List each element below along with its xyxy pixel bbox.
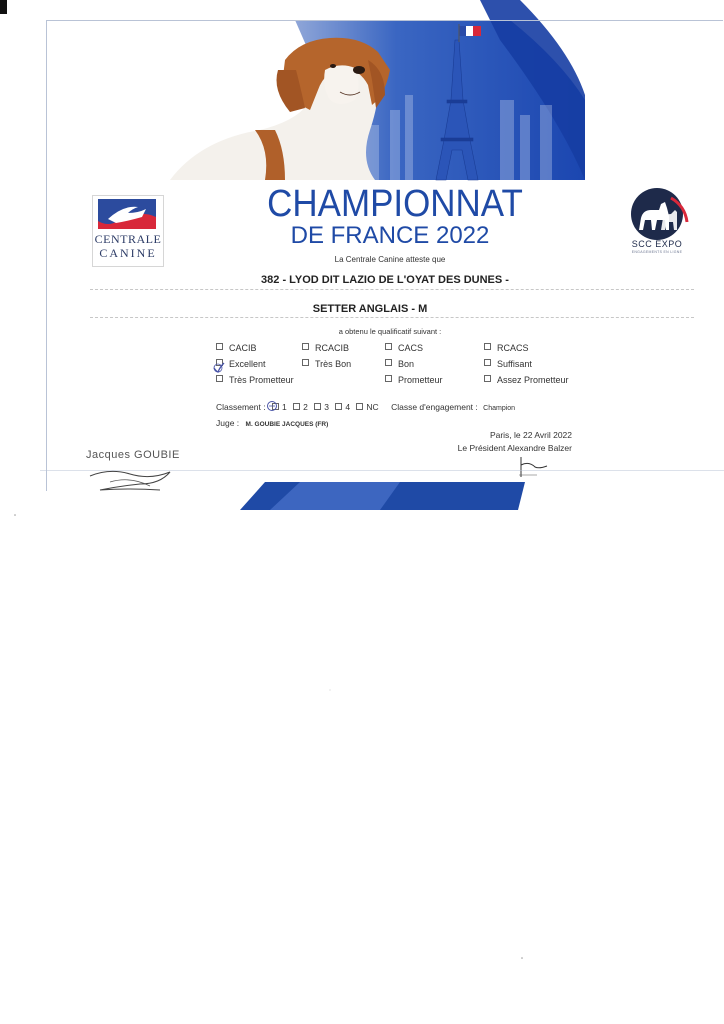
option-label: Prometteur [398, 375, 443, 385]
classement-label: Classement : [216, 402, 266, 412]
checkbox [484, 343, 491, 350]
option-label: Très Bon [315, 359, 352, 369]
option-cacs [385, 343, 423, 353]
scc-expo-logo [617, 186, 699, 264]
place-nc: NC [366, 402, 379, 412]
option-tres-bon [302, 359, 351, 369]
breed: SETTER ANGLAIS - M [312, 303, 428, 315]
centrale-canine-logo [92, 195, 164, 265]
dog-silhouette-icon [617, 186, 697, 240]
french-flag-icon [98, 199, 158, 231]
checkbox [335, 403, 342, 410]
place-1: 1 [281, 402, 287, 412]
place-date: Paris, le 22 Avril 2022 [489, 430, 572, 440]
option-label: RCACIB [315, 343, 350, 353]
checkbox [385, 359, 392, 366]
place-3: 3 [324, 402, 329, 412]
checkbox [385, 343, 392, 350]
judge-signature-text: Jacques GOUBIE [86, 449, 180, 461]
checkbox [302, 359, 309, 366]
option-label: Excellent [229, 359, 266, 369]
option-label: Suffisant [497, 359, 532, 369]
option-bon [385, 359, 414, 369]
option-rcacs [484, 343, 529, 353]
checkbox [356, 403, 363, 410]
checkbox [302, 343, 309, 350]
checkbox [484, 359, 491, 366]
place-2: 2 [303, 402, 308, 412]
classement-row [216, 402, 515, 412]
divider [90, 289, 694, 290]
divider [90, 317, 694, 318]
logo-line1: CENTRALE [94, 232, 162, 246]
option-label: CACS [398, 343, 424, 353]
certificate-title: CHAMPIONNAT [267, 183, 523, 225]
bottom-blue-band [0, 470, 724, 515]
option-label: CACIB [229, 343, 257, 353]
checkbox [216, 375, 223, 382]
scc-expo-tagline: ENGAGEMENTS EN LIGNE [631, 250, 683, 254]
option-tres-prometteur [216, 375, 294, 385]
logo-line2: CANINE [99, 246, 157, 260]
dog-name: 382 - LYOD DIT LAZIO DE L'OYAT DES DUNES - [261, 274, 509, 286]
obtained-text: a obtenu le qualificatif suivant : [338, 327, 442, 336]
scan-corner-mark [0, 0, 7, 14]
checkbox [314, 403, 321, 410]
judge-name: M. GOUBIE JACQUES (FR) [245, 421, 329, 428]
checkbox [216, 343, 223, 350]
checkmark-icon [213, 362, 225, 374]
engagement-value: Champion [483, 405, 516, 412]
option-label: Bon [398, 359, 415, 369]
option-suffisant [484, 359, 532, 369]
checkbox [484, 375, 491, 382]
scc-expo-name: SCC EXPO [631, 239, 683, 249]
option-label: RCACS [497, 343, 529, 353]
checkbox [385, 375, 392, 382]
option-assez-prometteur [484, 375, 569, 385]
option-cacib [216, 343, 257, 353]
place-4: 4 [345, 402, 351, 412]
judge-row [216, 418, 328, 428]
option-rcacib [302, 343, 349, 353]
checkbox [293, 403, 300, 410]
place-selected-mark [266, 400, 278, 412]
engagement-label: Classe d'engagement : [391, 402, 478, 412]
option-label: Assez Prometteur [497, 375, 569, 385]
option-prometteur [385, 375, 443, 385]
judge-label: Juge : [216, 418, 240, 428]
president-name: Le Président Alexandre Balzer [457, 443, 572, 453]
attests-text: La Centrale Canine atteste que [334, 255, 446, 264]
option-label: Très Prometteur [229, 375, 294, 385]
certificate-subtitle: DE FRANCE 2022 [290, 222, 490, 249]
